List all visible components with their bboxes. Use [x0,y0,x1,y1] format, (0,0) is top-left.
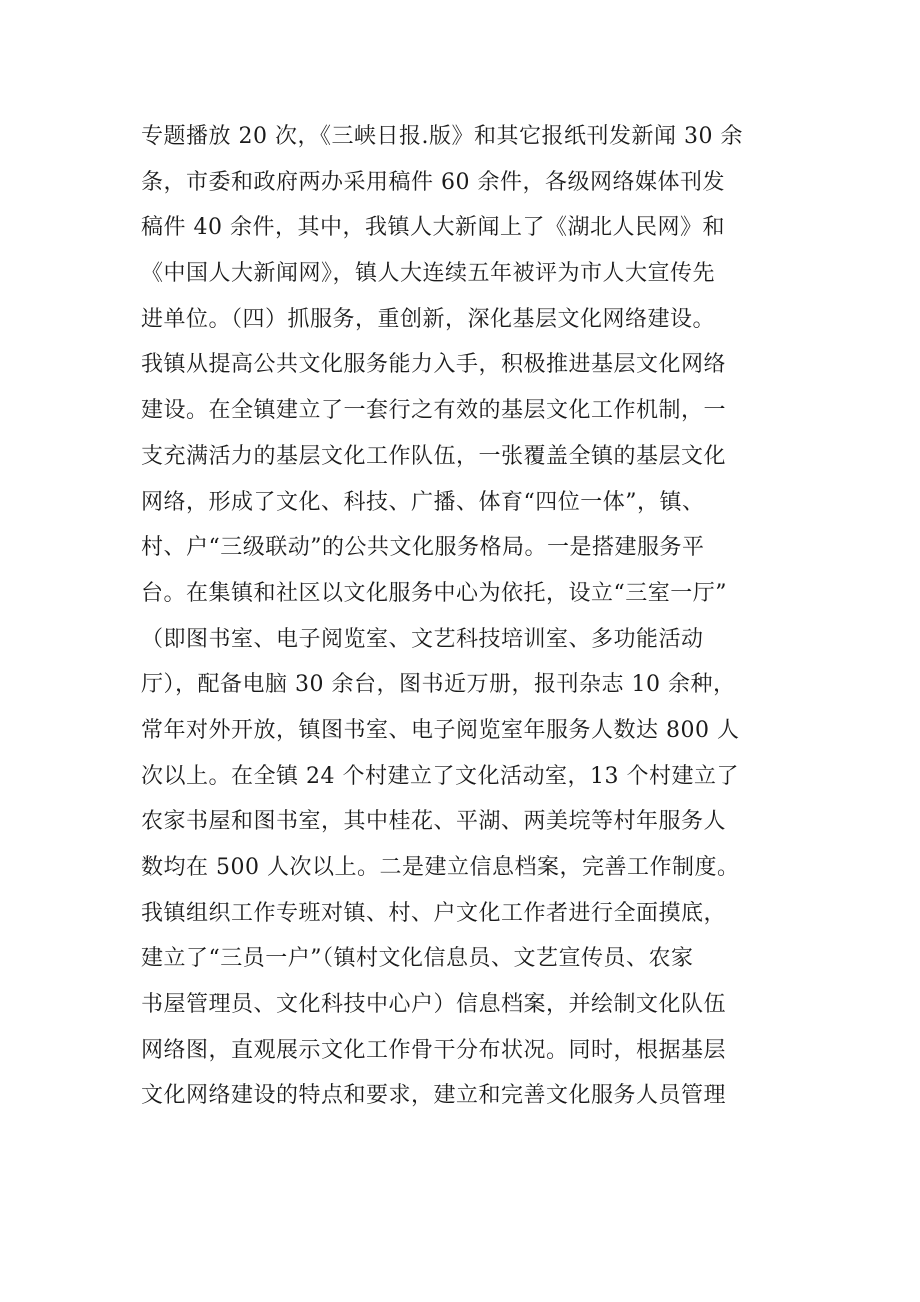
text-line: 《中国人大新闻网》，镇人大连续五年被评为市人大宣传先 [141,261,716,287]
text-line: 建设。在全镇建立了一套行之有效的基层文化工作机制，一 [141,398,727,424]
text-line: 台。在集镇和社区以文化服务中心为依托，设立“三室一厅” [141,580,727,606]
text-line: 村、户“三级联动”的公共文化服务格局。一是搭建服务平 [141,535,705,561]
text-line: 次以上。在全镇 24 个村建立了文化活动室，13 个村建立了 [141,763,739,789]
text-line: 我镇从提高公共文化服务能力入手，积极推进基层文化网络 [141,352,727,378]
text-line: （即图书室、电子阅览室、文艺科技培训室、多功能活动 [141,626,704,652]
text-line: 数均在 500 人次以上。二是建立信息档案，完善工作制度。 [141,855,740,880]
text-line: 条，市委和政府两办采用稿件 60 余件，各级网络媒体刊发 [141,169,725,195]
text-line: 书屋管理员、文化科技中心户）信息档案，并绘制文化队伍 [141,992,727,1018]
text-line: 进单位。（四）抓服务，重创新，深化基层文化网络建设。 [141,306,716,332]
text-line: 支充满活力的基层文化工作队伍，一张覆盖全镇的基层文化 [141,443,727,469]
text-line: 网络，形成了文化、科技、广播、体育“四位一体”，镇、 [141,489,705,515]
text-line: 常年对外开放，镇图书室、电子阅览室年服务人数达 800 人 [141,717,740,743]
text-line: 厅），配备电脑 30 余台，图书近万册，报刊杂志 10 余种， [141,672,736,698]
text-line: 网络图，直观展示文化工作骨干分布状况。同时，根据基层 [141,1037,727,1063]
text-line: 我镇组织工作专班对镇、村、户文化工作者进行全面摸底， [141,900,727,926]
text-line: 稿件 40 余件，其中，我镇人大新闻上了《湖北人民网》和 [141,215,725,241]
text-line: 建立了“三员一户”（镇村文化信息员、文艺宣传员、农家 [141,946,694,972]
text-line: 文化网络建设的特点和要求，建立和完善文化服务人员管理 [141,1083,727,1109]
body-text [141,114,791,1119]
text-line: 农家书屋和图书室，其中桂花、平湖、两美垸等村年服务人 [141,809,727,835]
text-line: 专题播放 20 次，《三峡日报.版》和其它报纸刊发新闻 30 余 [141,124,743,149]
